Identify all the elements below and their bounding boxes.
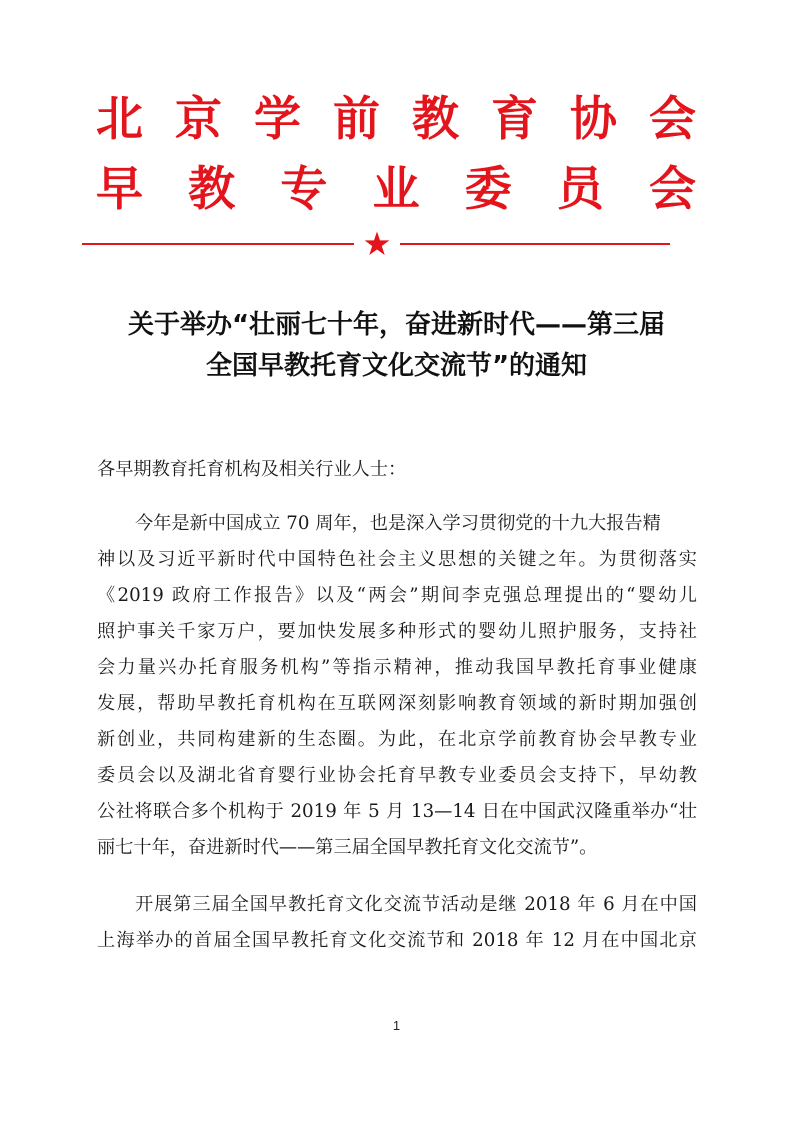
org-char: 教 <box>188 162 236 217</box>
org-char: 会 <box>649 92 696 147</box>
salutation: 各早期教育托育机构及相关行业人士： <box>97 459 407 480</box>
org-char: 协 <box>570 92 617 147</box>
org-char: 京 <box>175 92 222 147</box>
letterhead-divider <box>82 231 670 257</box>
org-char: 专 <box>280 162 328 217</box>
org-name-line-1 <box>96 90 696 150</box>
paragraph-1-line: 今年是新中国成立 70 周年，也是深入学习贯彻党的十九大报告精 <box>135 513 661 534</box>
star-icon <box>364 231 390 257</box>
org-char: 业 <box>372 162 420 217</box>
org-name-line-2 <box>96 160 696 220</box>
paragraph-1-line: 公社将联合多个机构于 2019 年 5 月 13—14 日在中国武汉隆重举办“壮 <box>97 801 697 822</box>
paragraph-2-line: 开展第三届全国早教托育文化交流节活动是继 2018 年 6 月在中国 <box>135 894 697 915</box>
org-char: 员 <box>556 162 604 217</box>
page-number: 1 <box>392 1018 401 1033</box>
org-char: 早 <box>96 162 143 217</box>
org-char: 学 <box>254 92 301 147</box>
document-title-line-2: 全国早教托育文化交流节”的通知 <box>205 351 588 381</box>
divider-rule-left <box>82 243 354 245</box>
org-char: 委 <box>464 162 512 217</box>
paragraph-1-line: 会力量兴办托育服务机构”等指示精神，推动我国早教托育事业健康 <box>97 657 697 678</box>
paragraph-1-line: 新创业，共同构建新的生态圈。为此，在北京学前教育协会早教专业 <box>97 729 697 750</box>
org-char: 北 <box>96 92 143 147</box>
divider-rule-right <box>400 243 670 245</box>
paragraph-1-line: 神以及习近平新时代中国特色社会主义思想的关键之年。为贯彻落实 <box>97 549 697 570</box>
paragraph-2-line: 上海举办的首届全国早教托育文化交流节和 2018 年 12 月在中国北京 <box>97 930 697 951</box>
document-title-line-1: 关于举办“壮丽七十年，奋进新时代——第三届 <box>127 310 666 340</box>
org-char: 育 <box>491 92 538 147</box>
paragraph-1-line: 照护事关千家万户，要加快发展多种形式的婴幼儿照护服务，支持社 <box>97 621 697 642</box>
paragraph-1-line: 《2019 政府工作报告》以及“两会”期间李克强总理提出的“婴幼儿 <box>97 585 697 606</box>
paragraph-1-line: 委员会以及湖北省育婴行业协会托育早教专业委员会支持下，早幼教 <box>97 765 697 786</box>
org-char: 会 <box>648 162 696 217</box>
paragraph-1-line: 丽七十年，奋进新时代——第三届全国早教托育文化交流节”。 <box>97 837 598 858</box>
paragraph-1-line: 发展，帮助早教托育机构在互联网深刻影响教育领域的新时期加强创 <box>97 693 697 714</box>
org-char: 前 <box>333 92 380 147</box>
org-char: 教 <box>412 92 459 147</box>
